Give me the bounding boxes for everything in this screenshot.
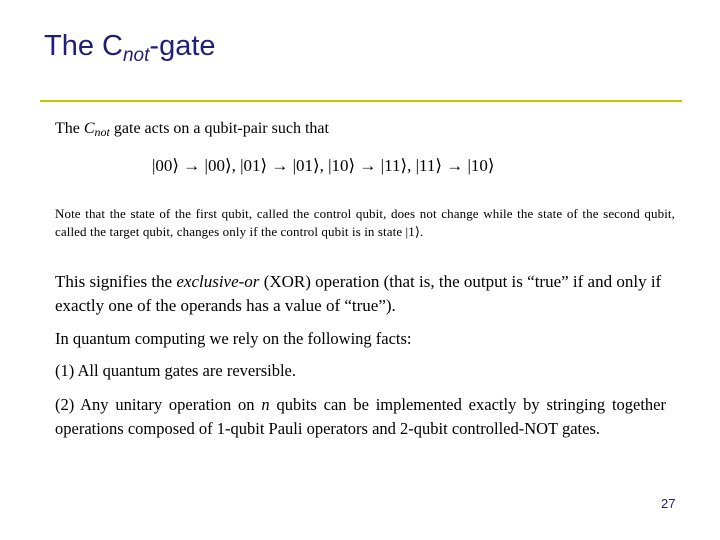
- fact2-before: (2) Any unitary operation on: [55, 395, 262, 414]
- xor-before: This signifies the: [55, 272, 177, 291]
- xor-after: (XOR) operation (that is, the output is “true” if and only if exactly one of the operands has a value of “true”).: [55, 272, 662, 315]
- intro-c-subscript: not: [94, 125, 110, 139]
- rely-paragraph: In quantum computing we rely on the following facts:: [55, 329, 412, 348]
- intro-c: C: [83, 120, 95, 137]
- fact2-n: n: [261, 395, 270, 414]
- slide-title: [44, 30, 216, 67]
- xor-emphasis: exclusive-or: [176, 272, 260, 291]
- title-suffix: -gate: [149, 30, 216, 62]
- title-prefix: The C: [44, 30, 123, 62]
- cnot-mapping-equation: |00⟩ → |00⟩, |01⟩ → |01⟩, |10⟩ → |11⟩, |11⟩ → |10⟩: [152, 156, 495, 175]
- note-paragraph: Note that the state of the first qubit, called the control qubit, does not change while the state of the second qubit, called the target qubit, changes only if the control qubit is in state |1⟩.: [55, 206, 675, 239]
- title-divider: [40, 100, 682, 102]
- fact-1: (1) All quantum gates are reversible.: [55, 361, 296, 380]
- fact-2: [55, 393, 666, 441]
- intro-before: The: [55, 120, 84, 137]
- intro-after: gate acts on a qubit-pair such that: [109, 120, 329, 137]
- page-number: 27: [661, 496, 676, 511]
- xor-paragraph: [55, 270, 675, 318]
- title-subscript: not: [122, 45, 150, 66]
- intro-paragraph: [55, 120, 329, 140]
- fact2-after: qubits can be implemented exactly by stringing together operations composed of 1-qubit Pauli operators and 2-qubit controlled-NOT gates.: [55, 395, 666, 438]
